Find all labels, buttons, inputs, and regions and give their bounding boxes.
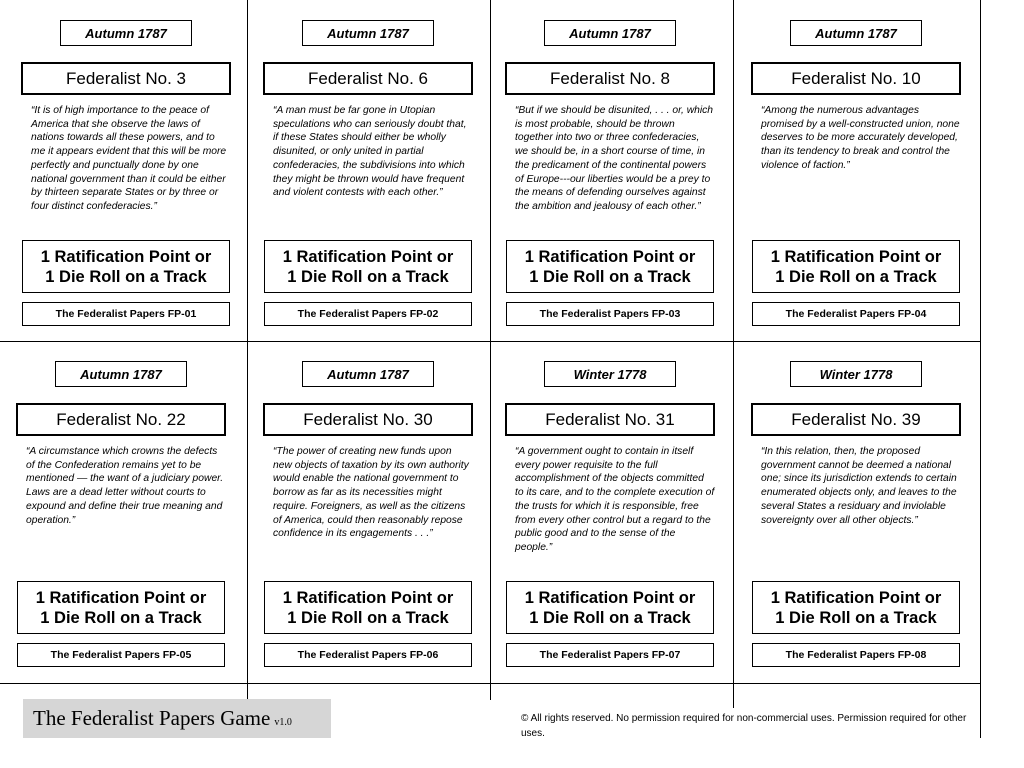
card-quote: “But if we should be disunited, . . . or, which is most probable, should be thrown together into two or three confederacies, we should be, in a short course of time, in the predicament of the continental powers of Europe---our liberties would be a prey to the means of defending ourselves against the ambition and jealousy of each other.”	[515, 105, 714, 212]
reward-line-2: 1 Die Roll on a Track	[775, 608, 937, 627]
card-reward	[22, 240, 230, 293]
reward-line-2: 1 Die Roll on a Track	[529, 608, 691, 627]
reward-line-2: 1 Die Roll on a Track	[287, 267, 449, 286]
card-title: Federalist No. 39	[751, 403, 961, 436]
grid-line	[0, 683, 980, 684]
card-id: The Federalist Papers FP-04	[752, 302, 960, 326]
card-fp-03	[489, 0, 731, 340]
grid-line	[733, 0, 734, 708]
card-id: The Federalist Papers FP-06	[264, 643, 472, 667]
card-id: The Federalist Papers FP-08	[752, 643, 960, 667]
card-title: Federalist No. 30	[263, 403, 473, 436]
card-quote: “A circumstance which crowns the defects of the Confederation remains yet to be mentioned — the want of a judiciary power. Laws are a dead letter without courts to expound and define their true meaning and operation.”	[26, 446, 224, 526]
reward-line-1: 1 Ratification Point or	[770, 588, 942, 607]
card-fp-02	[247, 0, 489, 340]
card-reward	[752, 581, 960, 634]
card-id: The Federalist Papers FP-02	[264, 302, 472, 326]
card-id: The Federalist Papers FP-01	[22, 302, 230, 326]
reward-line-1: 1 Ratification Point or	[282, 588, 454, 607]
card-season: Autumn 1787	[790, 20, 922, 46]
card-quote: “It is of high importance to the peace of America that she observe the laws of nations towards all these powers, and to me it appears evident that this will be more perfectly and punctually done by one national government than it could be either by thirteen separate States or by three or four distinct confederacies.”	[31, 105, 227, 212]
card-quote: “A government ought to contain in itself every power requisite to the full accomplishment of the objects committed to its care, and to the complete execution of the trusts for which it is responsible, free from every other control but a regard to the public good and to the sense of the people.”	[515, 446, 715, 553]
card-id: The Federalist Papers FP-07	[506, 643, 714, 667]
reward-line-2: 1 Die Roll on a Track	[287, 608, 449, 627]
grid-line	[980, 0, 981, 738]
card-reward	[506, 581, 714, 634]
reward-line-2: 1 Die Roll on a Track	[45, 267, 207, 286]
card-fp-05	[0, 341, 242, 681]
copyright-notice: © All rights reserved. No permission required for non-commercial uses. Permission required for other uses.	[521, 713, 967, 739]
reward-line-1: 1 Ratification Point or	[524, 247, 696, 266]
card-title: Federalist No. 22	[16, 403, 226, 436]
card-reward	[17, 581, 225, 634]
card-title: Federalist No. 6	[263, 62, 473, 95]
card-quote: “A man must be far gone in Utopian speculations who can seriously doubt that, if these States should either be wholly disunited, or only united in partial confederacies, the subdivisions into which they might be thrown would have frequent and violent contests with each other.”	[273, 105, 467, 199]
card-reward	[506, 240, 714, 293]
card-reward	[752, 240, 960, 293]
card-fp-01	[5, 0, 247, 340]
game-title: The Federalist Papers Game	[33, 706, 271, 730]
reward-line-2: 1 Die Roll on a Track	[775, 267, 937, 286]
reward-line-1: 1 Ratification Point or	[35, 588, 207, 607]
reward-line-1: 1 Ratification Point or	[770, 247, 942, 266]
card-quote: “Among the numerous advantages promised by a well-constructed union, none deserves to be more accurately developed, than its tendency to break and control the violence of faction.”	[761, 105, 960, 171]
card-reward	[264, 581, 472, 634]
card-season: Autumn 1787	[302, 20, 434, 46]
card-title: Federalist No. 31	[505, 403, 715, 436]
card-fp-06	[247, 341, 489, 681]
reward-line-1: 1 Ratification Point or	[282, 247, 454, 266]
reward-line-2: 1 Die Roll on a Track	[40, 608, 202, 627]
card-season: Autumn 1787	[55, 361, 187, 387]
card-season: Autumn 1787	[302, 361, 434, 387]
card-id: The Federalist Papers FP-05	[17, 643, 225, 667]
game-version: v1.0	[274, 717, 292, 728]
card-title: Federalist No. 3	[21, 62, 231, 95]
card-reward	[264, 240, 472, 293]
card-season: Autumn 1787	[544, 20, 676, 46]
card-fp-07	[489, 341, 731, 681]
reward-line-1: 1 Ratification Point or	[524, 588, 696, 607]
card-season: Autumn 1787	[60, 20, 192, 46]
game-title-label	[23, 699, 331, 738]
card-title: Federalist No. 10	[751, 62, 961, 95]
card-season: Winter 1778	[544, 361, 676, 387]
card-season: Winter 1778	[790, 361, 922, 387]
card-quote: “The power of creating new funds upon new objects of taxation by its own authority would enable the national government to borrow as far as its necessities might require. Foreigners, as well as the citizens of America, could then reasonably repose confidence in its engagements . . .”	[273, 446, 469, 540]
reward-line-1: 1 Ratification Point or	[40, 247, 212, 266]
card-title: Federalist No. 8	[505, 62, 715, 95]
card-fp-04	[735, 0, 977, 340]
card-quote: “In this relation, then, the proposed government cannot be deemed a national one; since its jurisdiction extends to certain enumerated objects only, and leaves to the several States a residuary and inviolable sovereignty over all other objects.”	[761, 446, 957, 526]
reward-line-2: 1 Die Roll on a Track	[529, 267, 691, 286]
card-id: The Federalist Papers FP-03	[506, 302, 714, 326]
card-fp-08	[735, 341, 977, 681]
